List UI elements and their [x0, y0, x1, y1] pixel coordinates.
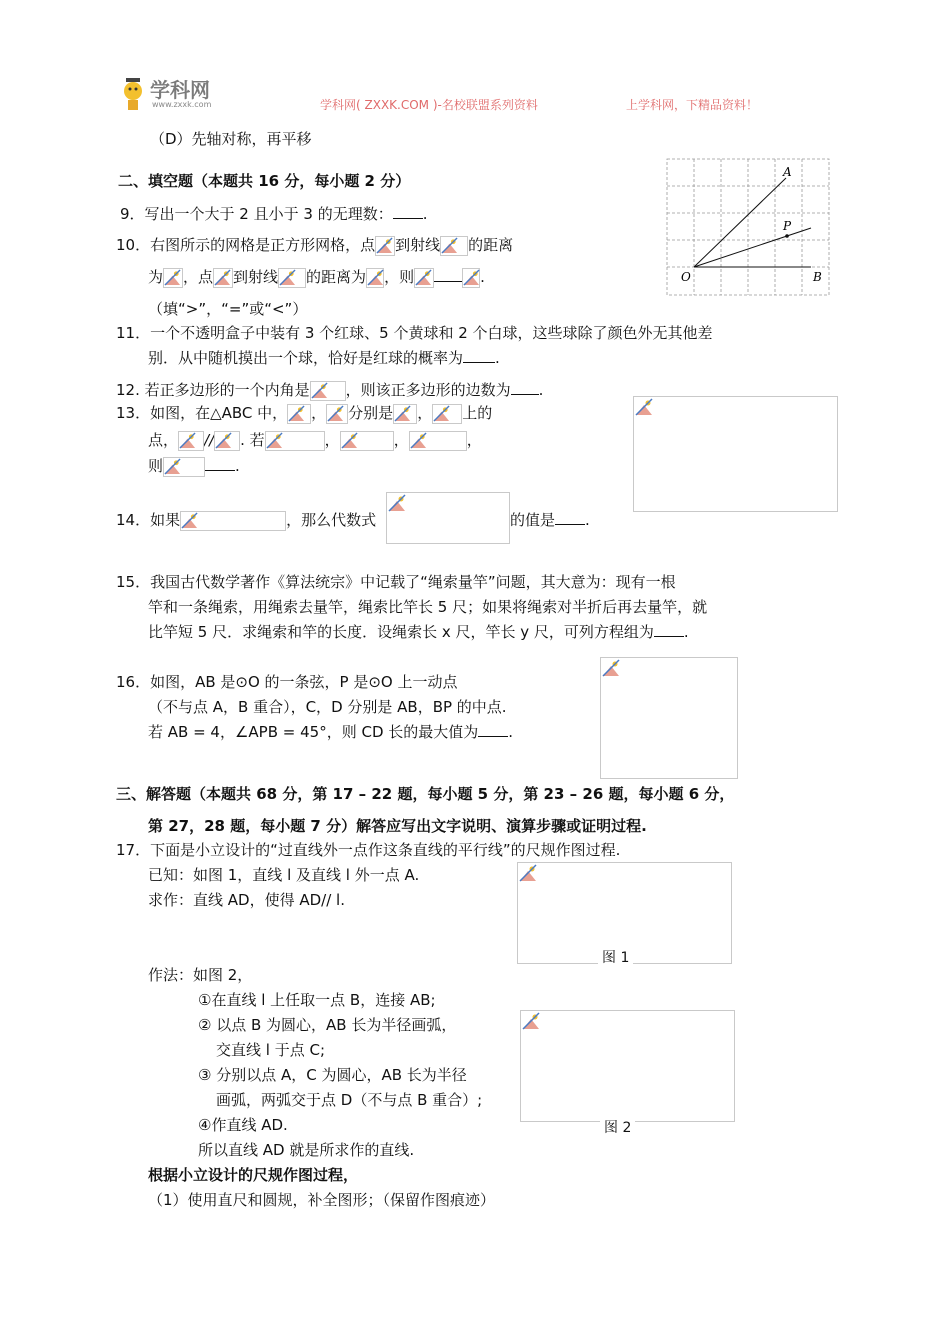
image-placeholder-icon — [519, 864, 537, 882]
image-placeholder-icon — [433, 405, 450, 422]
image-placeholder-icon — [441, 237, 458, 254]
q17-conclusion: 所以直线 AD 就是所求作的直线. — [198, 1141, 415, 1159]
grid-figure — [666, 158, 830, 296]
q10-line1: 10．右图所示的网格是正方形网格，点 到射线 的距离 — [116, 236, 514, 254]
image-placeholder-icon — [279, 269, 296, 286]
image-placeholder-icon — [327, 405, 344, 422]
q16-figure — [600, 657, 738, 779]
q13-line2: 点， // . 若 ， ， ， — [148, 431, 482, 449]
image-placeholder-icon — [311, 382, 328, 399]
q14-expression — [386, 492, 510, 544]
q17-part1: （1）使用直尺和圆规，补全图形；（保留作图痕迹） — [148, 1191, 496, 1209]
image-placeholder-icon — [164, 458, 181, 475]
q16-line1: 16．如图，AB 是⊙O 的一条弦，P 是⊙O 上一动点 — [116, 673, 458, 691]
logo-mascot-icon — [118, 74, 148, 114]
q17-step4: ④作直线 AD. — [198, 1116, 288, 1134]
figure-2-caption: 图 2 — [600, 1117, 635, 1137]
q14-tail: 的值是 . — [510, 511, 590, 529]
label-a: A — [783, 165, 792, 179]
image-placeholder-icon — [367, 269, 384, 286]
q15-line3: 比竿短 5 尺．求绳索和竿的长度．设绳索长 x 尺，竿长 y 尺，可列方程组为 . — [148, 623, 689, 641]
figure-2 — [520, 1010, 735, 1122]
logo-url: www.zxxk.com — [152, 100, 212, 109]
image-placeholder-icon — [463, 269, 480, 286]
q17-construct: 求作：直线 AD，使得 AD// l. — [148, 891, 345, 909]
q15-line2: 竿和一条绳索，用绳索去量竿，绳索比竿长 5 尺；如果将绳索对半折后再去量竿，就 — [148, 598, 708, 616]
image-placeholder-icon — [602, 659, 620, 677]
q17-step1: ①在直线 l 上任取一点 B，连接 AB; — [198, 991, 436, 1009]
image-placeholder-icon — [341, 432, 358, 449]
q12: 12. 若正多边形的一个内角是 ，则该正多边形的边数为 . — [116, 381, 544, 399]
figure-1-caption: 图 1 — [598, 947, 633, 967]
q13-line1: 13．如图，在△ABC 中， ， 分别是 ， 上的 — [116, 404, 493, 422]
q16-line2: （不与点 A，B 重合），C，D 分别是 AB，BP 的中点. — [148, 698, 507, 716]
image-placeholder-icon — [179, 432, 196, 449]
label-p: P — [783, 219, 792, 233]
image-placeholder-icon — [181, 512, 198, 529]
q11-line1: 11．一个不透明盒子中装有 3 个红球、5 个黄球和 2 个白球，这些球除了颜色外无其他差 — [116, 324, 713, 342]
q14: 14．如果 ，那么代数式 — [116, 511, 377, 529]
image-placeholder-icon — [266, 432, 283, 449]
q17-step2: ② 以点 B 为圆心，AB 长为半径画弧， — [198, 1016, 457, 1034]
label-o: O — [681, 270, 691, 284]
option-d: （D）先轴对称，再平移 — [150, 130, 312, 148]
q17-given: 已知：如图 1，直线 l 及直线 l 外一点 A. — [148, 866, 420, 884]
image-placeholder-icon — [288, 405, 305, 422]
image-placeholder-icon — [215, 432, 232, 449]
image-placeholder-icon — [415, 269, 432, 286]
q17-intro: 17．下面是小立设计的“过直线外一点作这条直线的平行线”的尺规作图过程. — [116, 841, 621, 859]
image-placeholder-icon — [214, 269, 231, 286]
q13-line3: 则 . — [148, 457, 240, 475]
q17-method: 作法：如图 2， — [148, 966, 253, 984]
section-3-subtitle: 第 27，28 题，每小题 7 分）解答应写出文字说明、演算步骤或证明过程. — [148, 817, 647, 835]
image-placeholder-icon — [522, 1012, 540, 1030]
q10-line2: 为 ，点 到射线 的距离为 ，则 . — [148, 268, 485, 286]
q17-step2b: 交直线 l 于点 C; — [216, 1041, 325, 1059]
q15-line1: 15．我国古代数学著作《算法统宗》中记载了“绳索量竿”问题，其大意为：现有一根 — [116, 573, 676, 591]
q10-line3: （填“>”，“=”或“<”） — [148, 300, 308, 318]
q16-line3: 若 AB = 4，∠APB = 45°，则 CD 长的最大值为 . — [148, 723, 514, 741]
header-right: 上学科网，下精品资料！ — [626, 98, 759, 112]
section-3-title: 三、解答题（本题共 68 分，第 17 – 22 题，每小题 5 分，第 23 – 26 题，每小题 6 分， — [116, 785, 735, 803]
section-2-title: 二、填空题（本题共 16 分，每小题 2 分） — [118, 172, 411, 190]
q13-figure — [633, 396, 838, 512]
image-placeholder-icon — [164, 269, 181, 286]
image-placeholder-icon — [394, 405, 411, 422]
q9: 9．写出一个大于 2 且小于 3 的无理数： . — [120, 205, 428, 223]
image-placeholder-icon — [388, 494, 406, 512]
image-placeholder-icon — [410, 432, 427, 449]
image-placeholder-icon — [635, 398, 653, 416]
label-b: B — [813, 270, 822, 284]
q17-step3: ③ 分别以点 A，C 为圆心，AB 长为半径 — [198, 1066, 467, 1084]
q17-step3b: 画弧，两弧交于点 D（不与点 B 重合）; — [216, 1091, 483, 1109]
header-center: 学科网( ZXXK.COM )-名校联盟系列资料 — [320, 98, 538, 112]
logo-text: 学科网 — [150, 78, 210, 102]
image-placeholder-icon — [376, 237, 393, 254]
q11-line2: 别．从中随机摸出一个球，恰好是红球的概率为 . — [148, 349, 500, 367]
q17-prompt: 根据小立设计的尺规作图过程， — [148, 1166, 359, 1184]
